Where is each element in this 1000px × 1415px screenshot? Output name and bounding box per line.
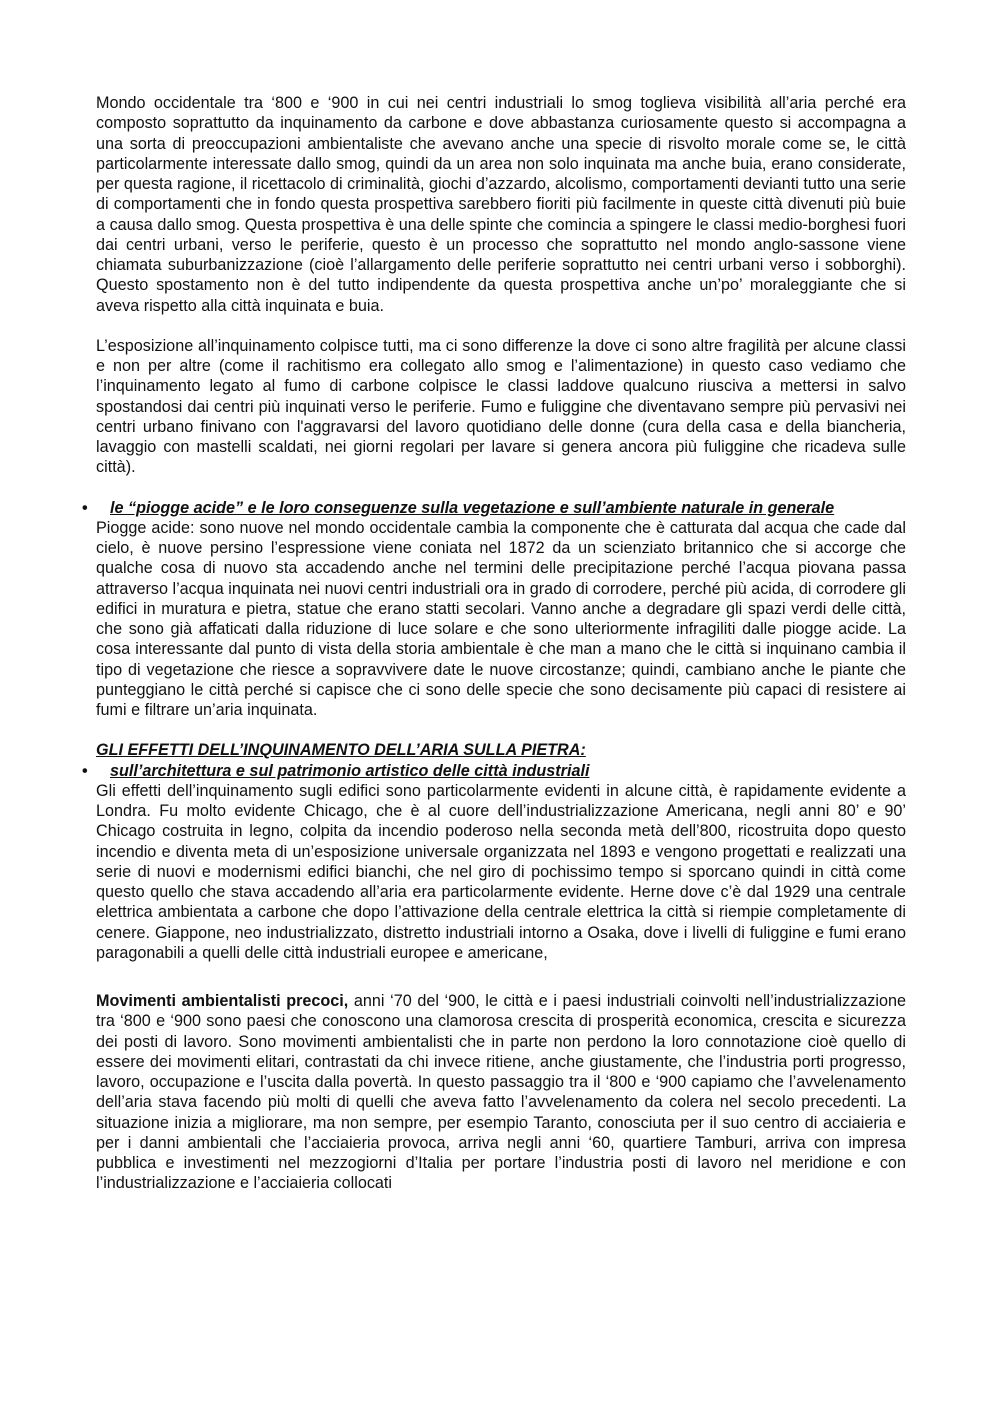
paragraph-gap (96, 478, 906, 498)
heading-architecture-text: sull’architettura e sul patrimonio artistico delle città industriali (110, 761, 590, 780)
section-title-stone: GLI EFFETTI DELL’INQUINAMENTO DELL’ARIA SULLA PIETRA: (96, 741, 586, 760)
paragraph-environmental-movements (96, 991, 906, 1194)
paragraph-buildings: Gli effetti dell’inquinamento sugli edifici sono particolarmente evidenti in alcune città, è rapidamente evidente a Londra. Fu molto evidente Chicago, che è al cuore dell’industrializzazione Americana, negli anni 80’ e 90’ Chicago costruita in legno, colpita da incendio poderoso nella seconda metà dell’800, ricostruita dopo questo incendio e diventa meta di un’esposizione universale organizzata nel 1893 e vengono progettati e realizzati una serie di nuovi e modernismi edifici bianchi, che nel giro di pochissimo tempo si sporcano quindi in città come questo quello che stava accadendo all’aria era particolarmente evidente. Herne dove c’è dal 1929 una centrale elettrica ambientata a carbone che dopo l’attivazione della centrale elettrica la città si riempie completamente di cenere. Giappone, neo industrializzato, distretto industriali intorno a Osaka, dove i livelli di fuliggine e fumi erano paragonabili a quelli delle città industriali europee e americane, (96, 781, 906, 962)
paragraph-gap (96, 720, 906, 740)
paragraph-gap (96, 963, 906, 983)
heading-acid-rain-text: le “piogge acide” e le loro conseguenze sulla vegetazione e sull’ambiente naturale in generale (110, 498, 835, 517)
movements-lead: Movimenti ambientalisti precoci, (96, 992, 349, 1010)
heading-acid-rain (82, 498, 906, 518)
heading-architecture (82, 761, 906, 781)
document-page (82, 93, 906, 1194)
paragraph-acid-rain: Piogge acide: sono nuove nel mondo occidentale cambia la componente che è catturata dal acqua che cade dal cielo, è nuove persino l’espressione viene coniata nel 1872 da un scienziato britannico che si accorge che qualche cosa di nuovo sta accadendo anche nel termini delle precipitazione perché l’acqua piovana passa attraverso l’acqua inquinata nei nuovi centri industriali ora in grado di corrodere, perché più acida, di corrodere gli edifici in muratura e pietra, statue che erano statti secolari. Vanno anche a degradare gli spazi verdi delle città, che sono già affaticati dalla riduzione di luce solare e che sono ulteriormente infragiliti dalle piogge acide. La cosa interessante dal punto di vista della storia ambientale è che man a mano che le città si inquinano cambia il tipo di vegetazione che riesce a sopravvivere date le nuove circostanze; quindi, cambiano anche le piante che punteggiano le città perché si capisce che ci sono delle specie che sono decisamente più capaci di resistere ai fumi e filtrare un’aria inquinata. (96, 518, 906, 719)
paragraph-gap (96, 316, 906, 336)
paragraph-pollution-exposure: L’esposizione all’inquinamento colpisce tutti, ma ci sono differenze la dove ci sono altre fragilità per alcune classi e non per altre (come il rachitismo era collegato allo smog e l’alimentazione) in questo caso vediamo che l’inquinamento legato al fumo di carbone colpisce le classi laddove qualcuno riusciva a mettersi in salvo spostandosi dai centri più inquinati verso le periferie. Fumo e fuliggine che diventavano sempre più pervasivi nei centri urbano finivano con l'aggravarsi del lavoro quotidiano delle donne (cura della casa e della biancheria, lavaggio con mastelli scaldati, nei giorni regolari per lavare si genera ancora più fuliggine che ricadeva sulle città). (96, 336, 906, 477)
paragraph-gap (96, 983, 906, 991)
movements-body: anni ‘70 del ‘900, le città e i paesi industriali coinvolti nell’industrializzazione tra ‘800 e ‘900 sono paesi che conoscono una clamorosa crescita di prosperità economica, crescita e sicurezza dei posti di lavoro. Sono movimenti ambientalisti che in parte non perdono la loro connotazione cioè quello di essere dei movimenti elitari, contrastati da chi invece ritiene, anche giustamente, che l’industria porti progresso, lavoro, occupazione e l’uscita dalla povertà. In questo passaggio tra il ‘800 e ‘900 capiamo che l’avvelenamento dell’aria stava facendo più molti di quelli che aveva fatto l’avvelenamento da colera nel secolo precedenti. La situazione inizia a migliorare, ma non sempre, per esempio Taranto, conosciuta per il suo centro di acciaieria e per i danni ambientali che l’acciaieria provoca, arriva negli anni ‘60, quartiere Tamburi, arriva con impresa pubblica e investimenti nel mezzogiorni d’Italia per portare l’industria posti di lavoro nel meridione e con l’industrializzazione e l’acciaieria collocati (96, 992, 906, 1193)
bullet-icon: • (82, 498, 88, 517)
bullet-icon: • (82, 761, 88, 780)
paragraph-smog-morality: Mondo occidentale tra ‘800 e ‘900 in cui nei centri industriali lo smog toglieva visibilità all’aria perché era composto soprattutto da inquinamento da carbone e dove abbastanza curiosamente questo si accompagna a una sorta di preoccupazioni ambientaliste che avevano anche una specie di risvolto morale come se, le città particolarmente interessate dallo smog, quindi da un area non solo inquinata ma anche buia, erano considerate, per questa ragione, il ricettacolo di criminalità, giochi d’azzardo, alcolismo, comportamenti devianti tutto una serie di comportamenti che in fondo questa prospettiva sarebbero fioriti più facilmente in queste città divenuti più buie a causa dallo smog. Questa prospettiva è una delle spinte che comincia a spingere le classi medio-borghesi fuori dai centri urbani, verso le periferie, questo è un processo che soprattutto nel mondo anglo-sassone viene chiamata suburbanizzazione (cioè l’allargamento delle periferie soprattutto nei centri urbani verso i sobborghi). Questo spostamento non è del tutto indipendente da questa prospettiva anche un’po’ moraleggiante che si aveva rispetto alla città inquinata e buia. (96, 94, 906, 315)
